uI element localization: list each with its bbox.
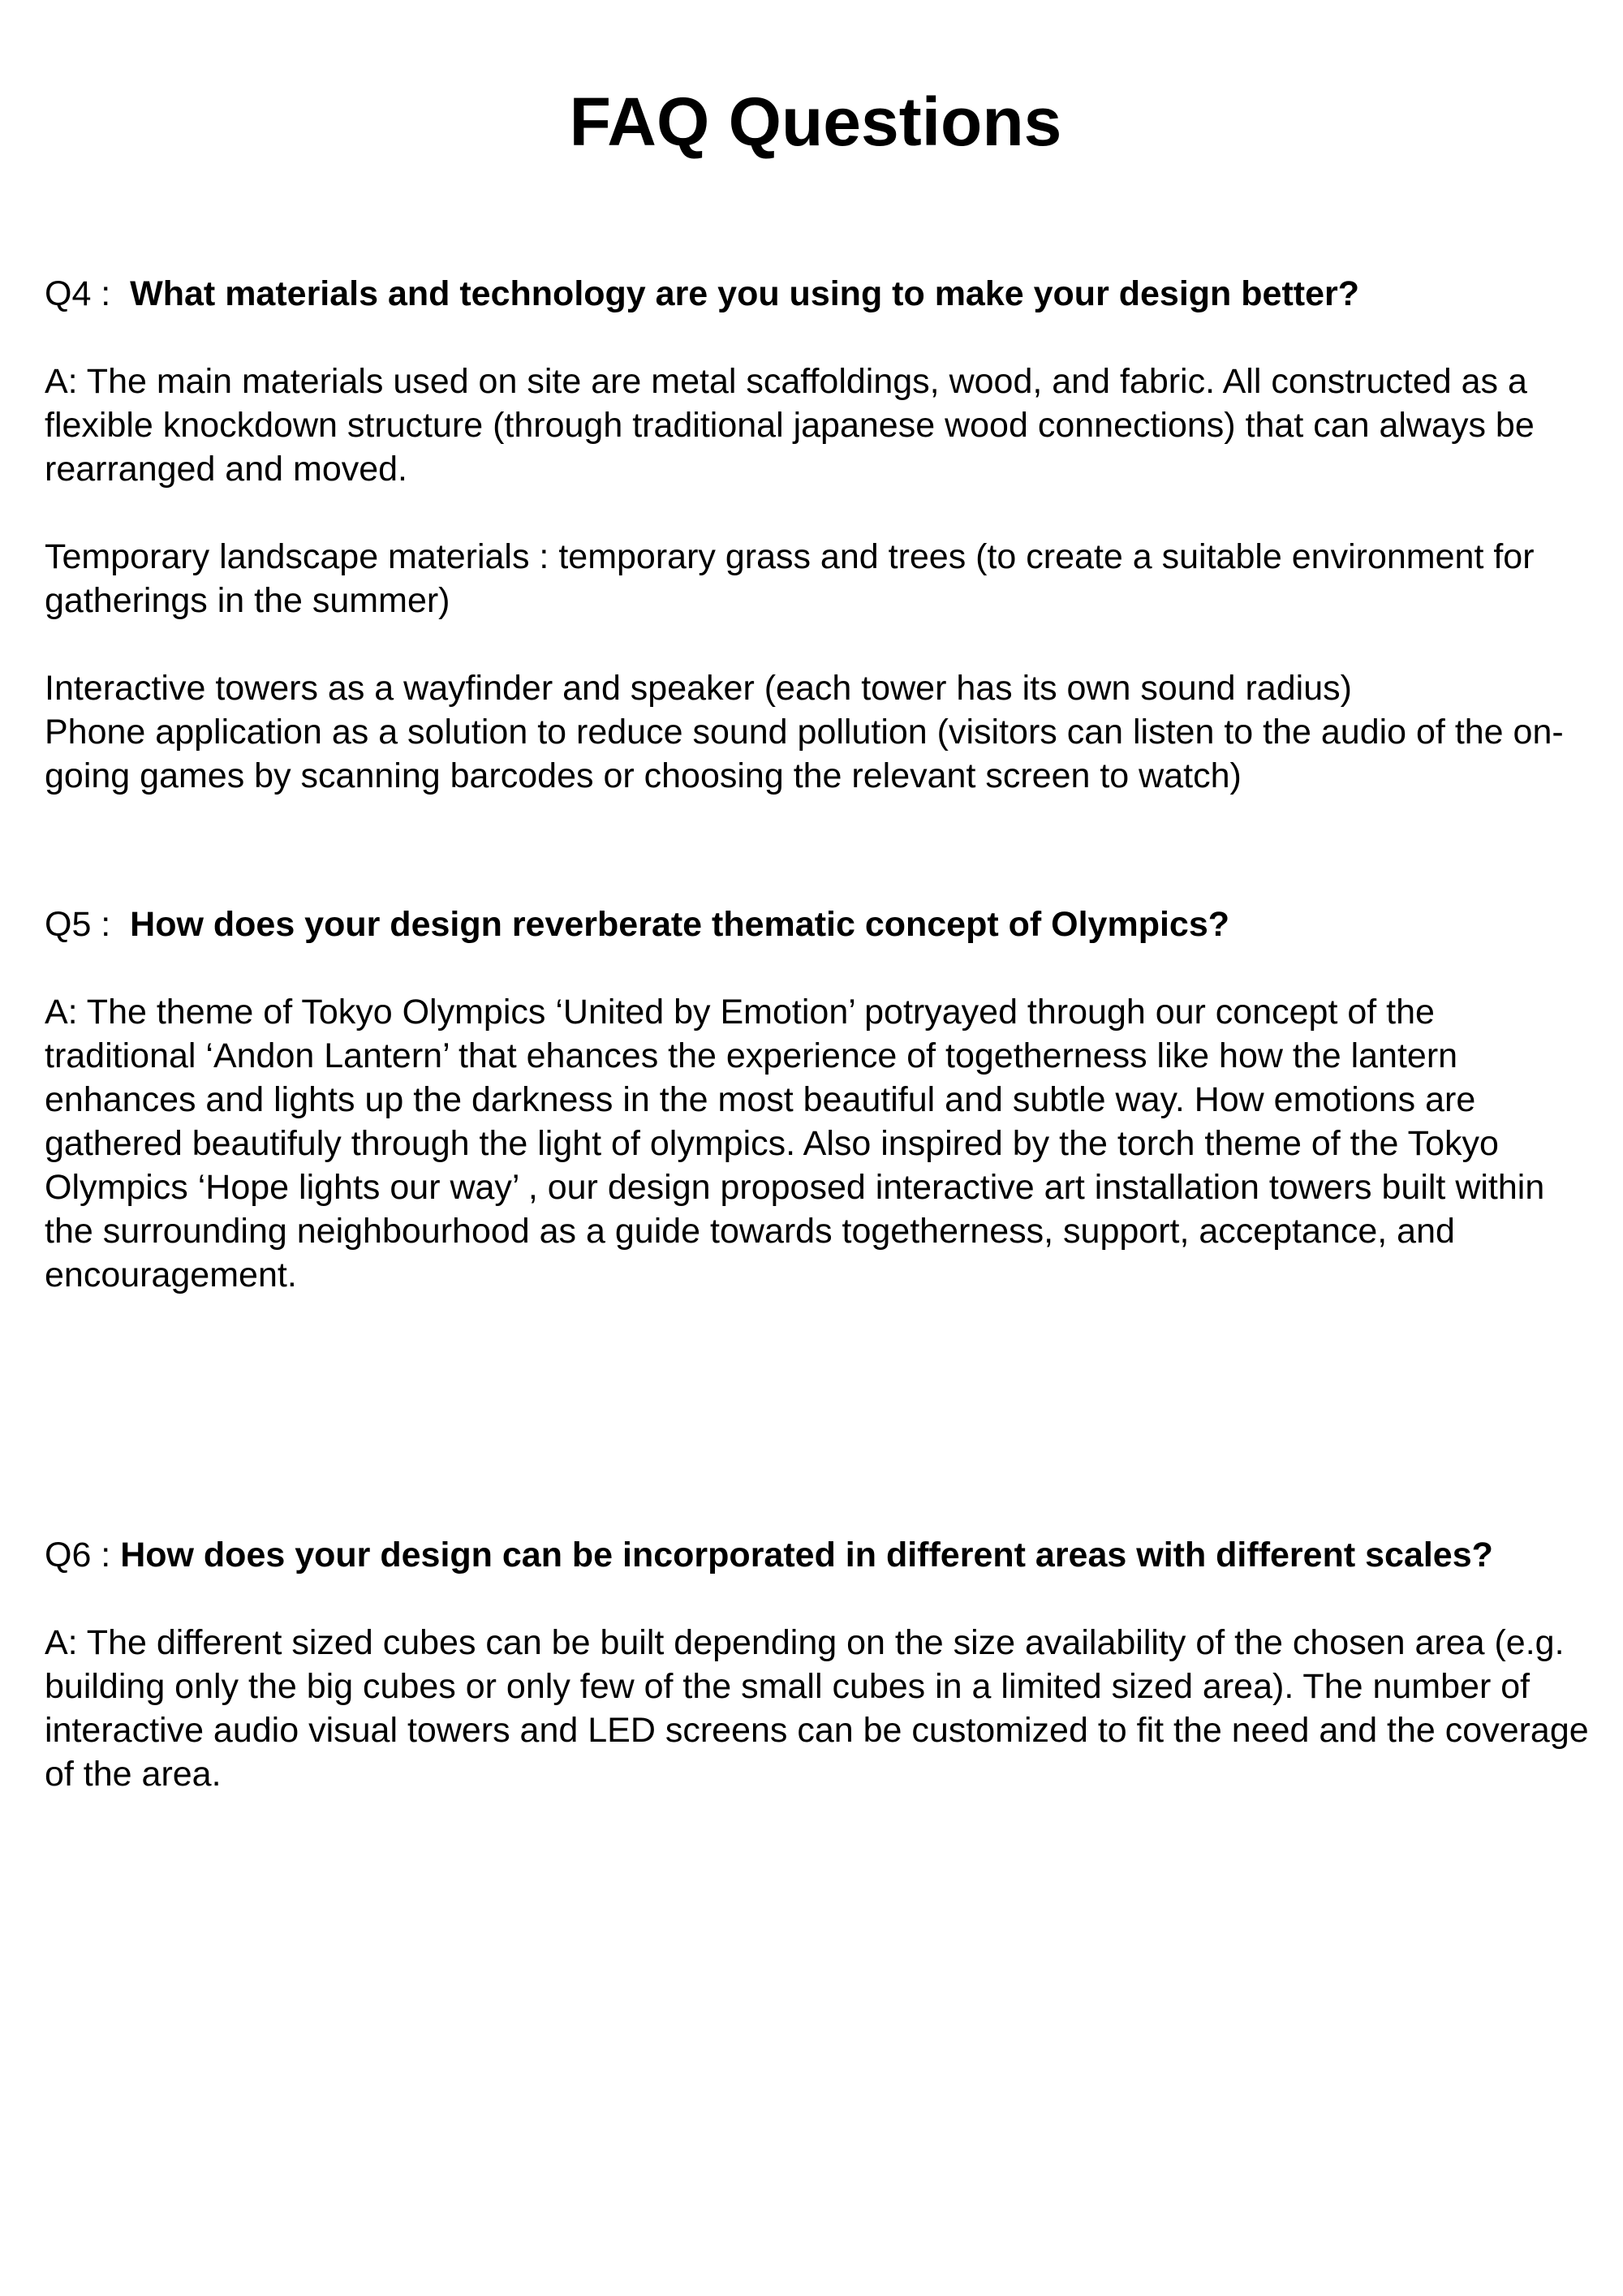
answer-paragraph: A: The main materials used on site are metal scaffoldings, wood, and fabric. All constructed as a flexible knockdown structure (through traditional japanese wood connections) that can always be rearranged and moved. <box>45 362 1535 489</box>
question-q6 <box>45 1533 1595 1577</box>
answer-paragraph: A: The theme of Tokyo Olympics ‘United by Emotion’ potryayed through our concept of the traditional ‘Andon Lantern’ that ehances the experience of togetherness like how the lantern enhances and lights up the darkness in the most beautiful and subtle way. How emotions are gathered beautifuly through the light of olympics. Also inspired by the torch theme of the Tokyo Olympics ‘Hope lights our way’ , our design proposed interactive art installation towers built within the surrounding neighbourhood as a guide towards togetherness, support, acceptance, and encouragement. <box>45 993 1545 1294</box>
faq-item-q5 <box>45 902 1595 1297</box>
question-text: How does your design reverberate thematic concept of Olympics? <box>130 905 1230 944</box>
question-number: Q6 : <box>45 1536 121 1574</box>
answer-paragraph: Temporary landscape materials : temporary grass and trees (to create a suitable environment for gatherings in the summer) <box>45 537 1535 620</box>
answer-paragraph: A: The different sized cubes can be built depending on the size availability of the chosen area (e.g. building only the big cubes or only few of the small cubes in a limited sized area). The number of interactive audio visual towers and LED screens can be customized to fit the need and the coverage of the area. <box>45 1623 1589 1794</box>
faq-item-q4 <box>45 272 1595 798</box>
answer-paragraph: Phone application as a solution to reduce sound pollution (visitors can listen to the audio of the on-going games by scanning barcodes or choosing the relevant screen to watch) <box>45 713 1564 795</box>
question-text: What materials and technology are you using to make your design better? <box>130 274 1360 313</box>
page-title: FAQ Questions <box>569 84 1062 160</box>
question-number: Q4 : <box>45 274 131 313</box>
question-number: Q5 : <box>45 905 131 944</box>
answer-paragraph: Interactive towers as a wayfinder and speaker (each tower has its own sound radius) <box>45 669 1352 708</box>
question-q5 <box>45 902 1595 946</box>
question-q4 <box>45 272 1595 316</box>
question-text: How does your design can be incorporated in different areas with different scales? <box>120 1536 1493 1574</box>
faq-item-q6 <box>45 1533 1595 1796</box>
